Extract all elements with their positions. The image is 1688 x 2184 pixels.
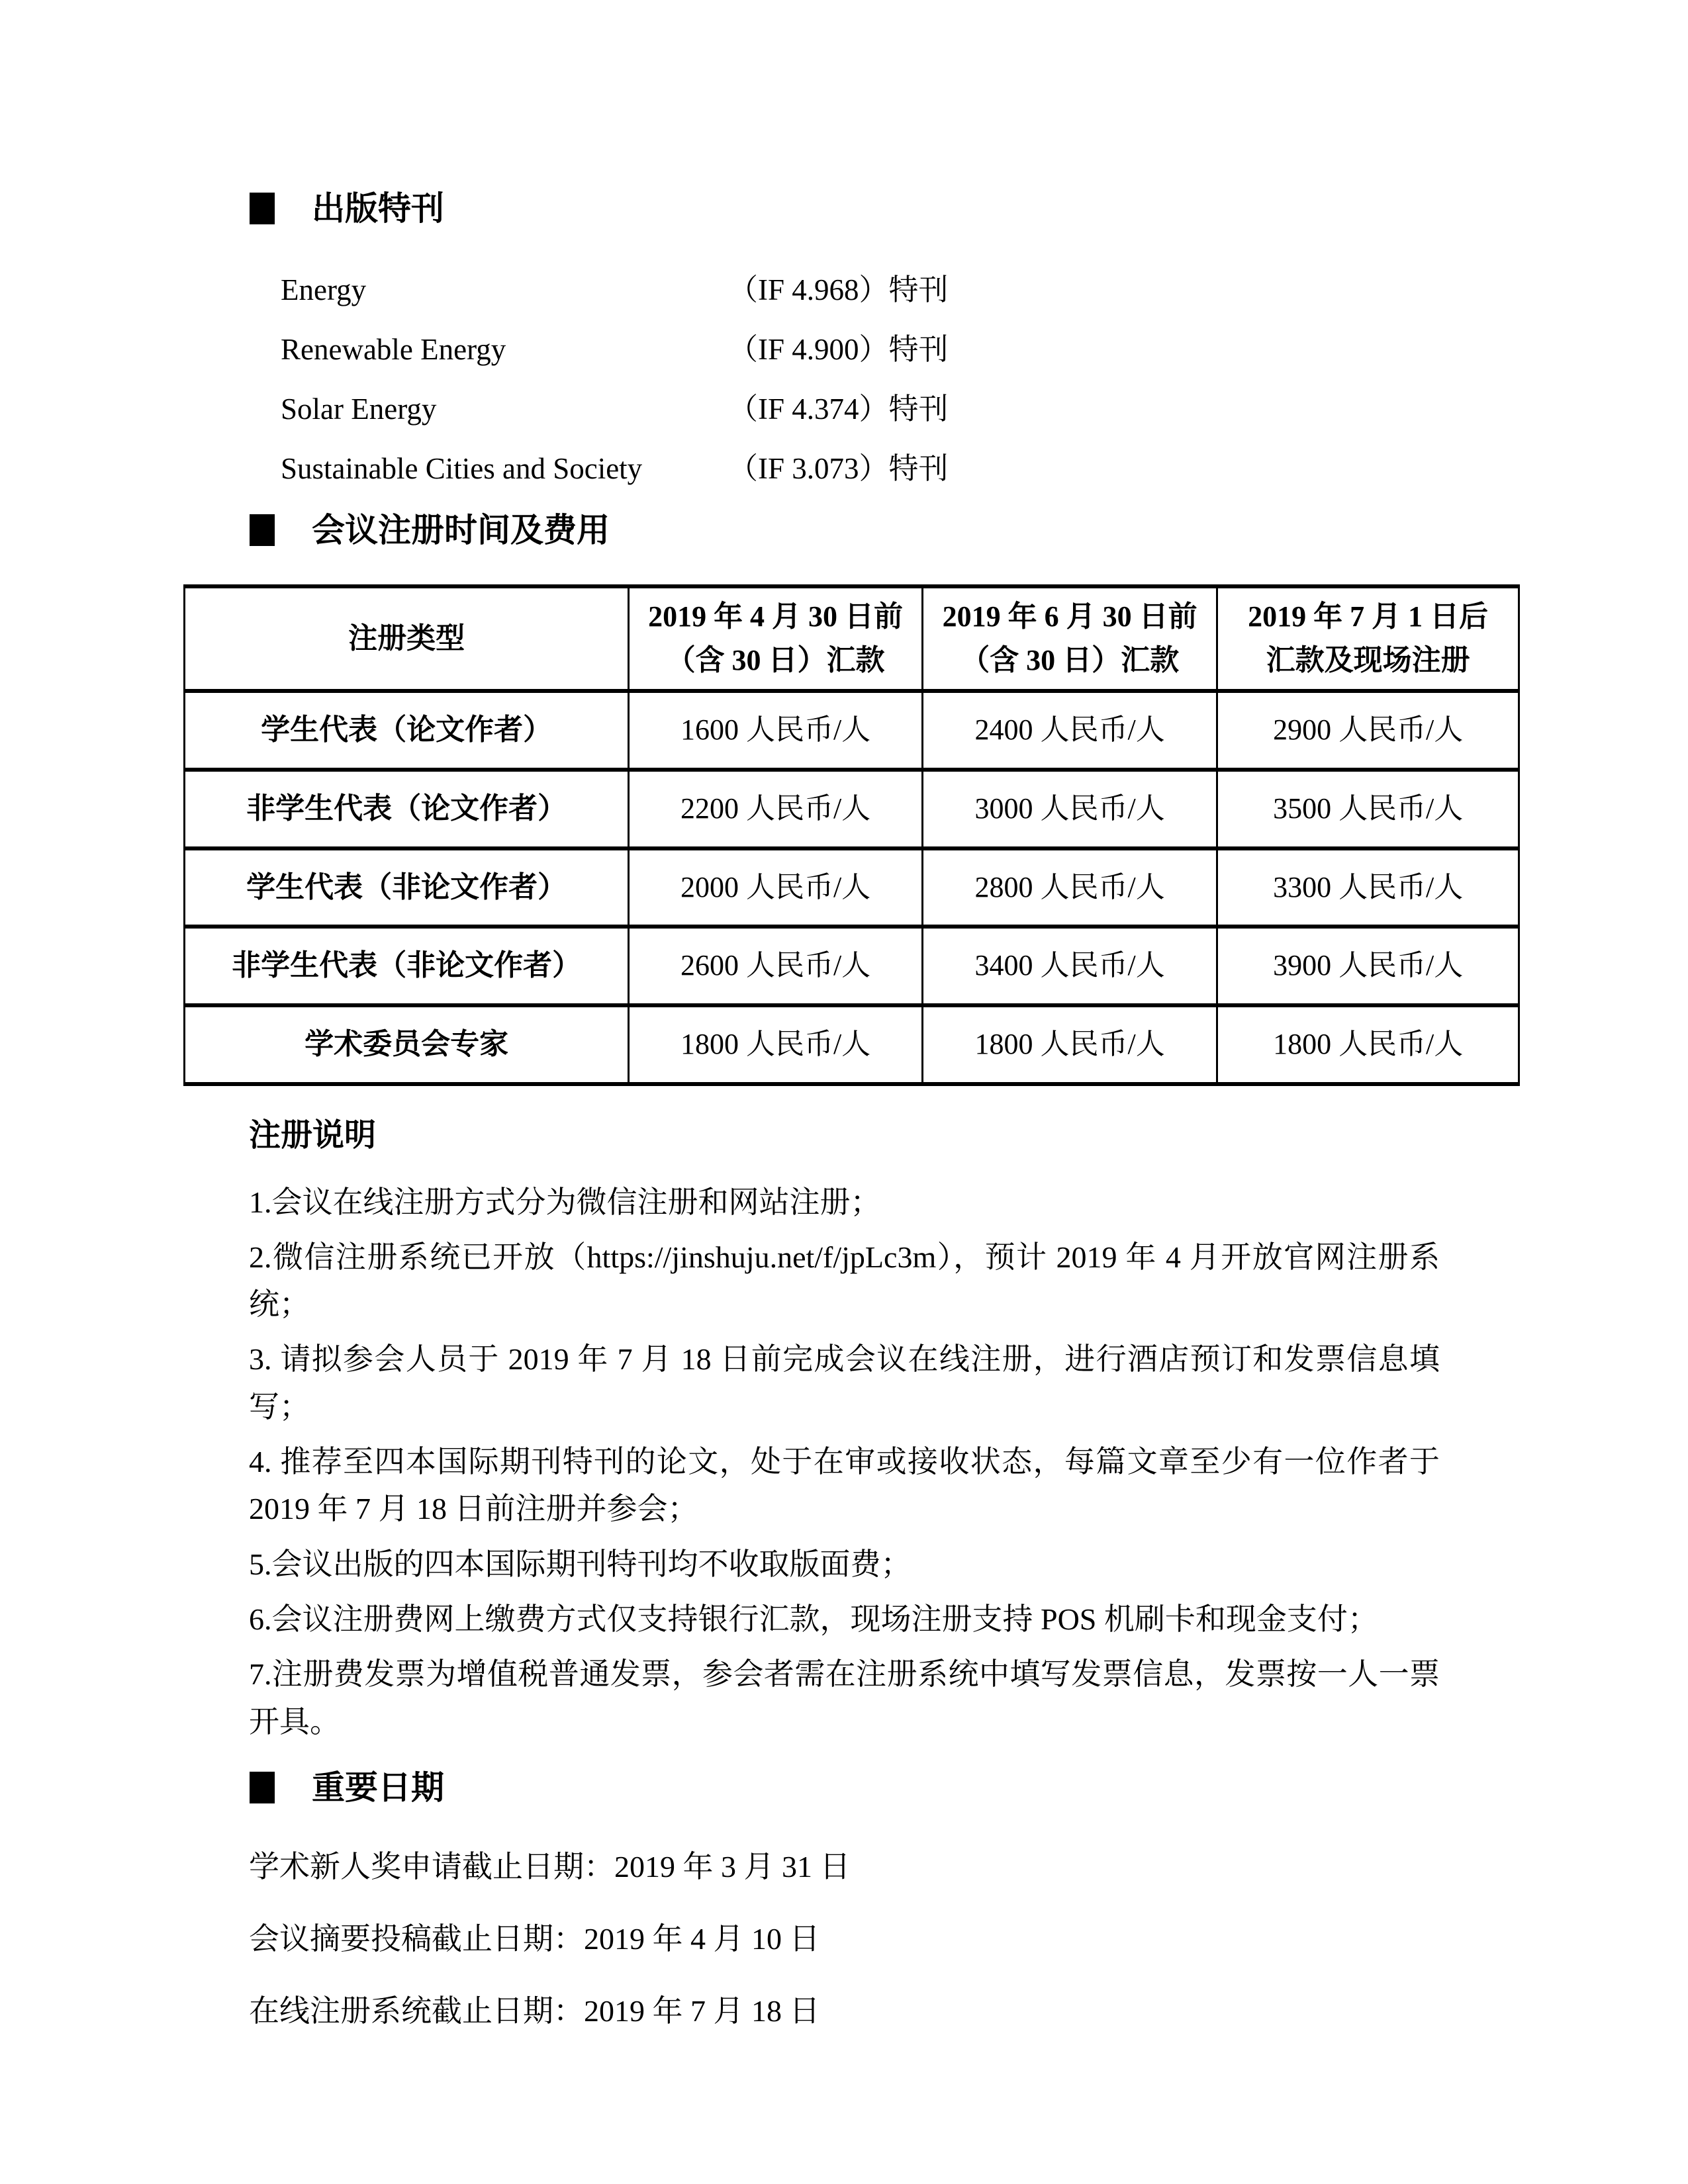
section-registration-fees [183, 510, 1520, 1745]
registration-type-cell: 非学生代表（非论文作者） [185, 927, 629, 1005]
bullet-square-icon [250, 1772, 275, 1803]
registration-type-cell: 非学生代表（论文作者） [185, 770, 629, 848]
journal-list [281, 272, 1520, 486]
fee-table-row [185, 691, 1519, 770]
registration-fee-table [183, 584, 1520, 1086]
fee-cell: 1600 人民币/人 [629, 691, 923, 770]
registration-note-5: 5.会议出版的四本国际期刊特刊均不收取版面费； [249, 1547, 912, 1581]
registration-note-2: 2.微信注册系统已开放（https://jinshuju.net/f/jpLc3m），预计 2019 年 4 月开放官网注册系统； [249, 1240, 1440, 1322]
important-date-list [249, 1848, 1520, 2030]
registration-note-7: 7.注册费发票为增值税普通发票，参会者需在注册系统中填写发票信息，发票按一人一票开具。 [249, 1657, 1440, 1739]
bullet-square-icon [250, 514, 275, 546]
registration-note-4: 4. 推荐至四本国际期刊特刊的论文，处于在审或接收状态，每篇文章至少有一位作者于 2019 年 7 月 18 日前注册并参会； [249, 1445, 1440, 1526]
section-title: 出版特刊 [312, 190, 444, 227]
registration-note-6: 6.会议注册费网上缴费方式仅支持银行汇款，现场注册支持 POS 机刷卡和现金支付； [249, 1602, 1378, 1636]
fee-table-row [185, 848, 1519, 927]
section-heading-important-dates [250, 1768, 1520, 1807]
journal-name: Solar Energy [281, 392, 437, 426]
important-date: 学术新人奖申请截止日期：2019 年 3 月 31 日 [249, 1849, 851, 1884]
fee-table-row [185, 770, 1519, 848]
fee-cell: 1800 人民币/人 [1217, 1005, 1519, 1084]
fee-cell: 3500 人民币/人 [1217, 770, 1519, 848]
fee-table-header-cell [1217, 586, 1519, 691]
fee-cell: 2200 人民币/人 [629, 770, 923, 848]
section-important-dates [183, 1768, 1520, 2030]
section-special-issues [183, 189, 1520, 486]
section-title: 会议注册时间及费用 [312, 512, 610, 549]
journal-impact-factor: （IF 3.073）特刊 [728, 452, 949, 485]
header-line: （含 30 日）汇款 [961, 644, 1180, 676]
registration-note-1: 1.会议在线注册方式分为微信注册和网站注册； [249, 1185, 881, 1219]
fee-table-header-row [185, 586, 1519, 691]
journal-impact-factor: （IF 4.968）特刊 [728, 273, 949, 306]
registration-notes-heading: 注册说明 [249, 1117, 377, 1153]
important-date: 在线注册系统截止日期：2019 年 7 月 18 日 [249, 1994, 820, 2028]
registration-type-cell: 学生代表（非论文作者） [185, 848, 629, 927]
journal-name: Renewable Energy [281, 333, 506, 366]
fee-table-row [185, 927, 1519, 1005]
fee-cell: 2400 人民币/人 [922, 691, 1217, 770]
important-date: 会议摘要投稿截止日期：2019 年 4 月 10 日 [249, 1922, 820, 1956]
header-line: 注册类型 [348, 622, 465, 655]
journal-impact-factor: （IF 4.900）特刊 [728, 333, 949, 366]
journal-row [281, 451, 1520, 486]
registration-type-cell: 学术委员会专家 [185, 1005, 629, 1084]
journal-impact-factor: （IF 4.374）特刊 [728, 392, 949, 426]
journal-row [281, 332, 1520, 367]
header-line: 2019 年 7 月 1 日后 [1248, 600, 1489, 633]
fee-table-header-cell [629, 586, 923, 691]
registration-note-3: 3. 请拟参会人员于 2019 年 7 月 18 日前完成会议在线注册，进行酒店预订和发票信息填写； [249, 1342, 1440, 1424]
fee-cell: 2000 人民币/人 [629, 848, 923, 927]
header-line: 2019 年 6 月 30 日前 [942, 600, 1197, 633]
fee-table-header-cell [922, 586, 1217, 691]
header-line: （含 30 日）汇款 [666, 644, 885, 676]
fee-cell: 1800 人民币/人 [922, 1005, 1217, 1084]
journal-name: Energy [281, 273, 367, 306]
section-heading-special-issues [250, 189, 1520, 228]
fee-cell: 3000 人民币/人 [922, 770, 1217, 848]
section-heading-registration-fees [250, 510, 1520, 550]
fee-table-header-cell [185, 586, 629, 691]
bullet-square-icon [250, 193, 275, 224]
registration-type-cell: 学生代表（论文作者） [185, 691, 629, 770]
fee-table-row [185, 1005, 1519, 1084]
fee-cell: 3900 人民币/人 [1217, 927, 1519, 1005]
fee-cell: 1800 人民币/人 [629, 1005, 923, 1084]
fee-cell: 3400 人民币/人 [922, 927, 1217, 1005]
section-title: 重要日期 [312, 1768, 444, 1806]
fee-cell: 2900 人民币/人 [1217, 691, 1519, 770]
header-line: 2019 年 4 月 30 日前 [648, 600, 904, 633]
header-line: 汇款及现场注册 [1266, 644, 1470, 676]
fee-cell: 2800 人民币/人 [922, 848, 1217, 927]
fee-cell: 2600 人民币/人 [629, 927, 923, 1005]
journal-row [281, 391, 1520, 427]
fee-cell: 3300 人民币/人 [1217, 848, 1519, 927]
journal-name: Sustainable Cities and Society [281, 452, 643, 485]
journal-row [281, 272, 1520, 308]
